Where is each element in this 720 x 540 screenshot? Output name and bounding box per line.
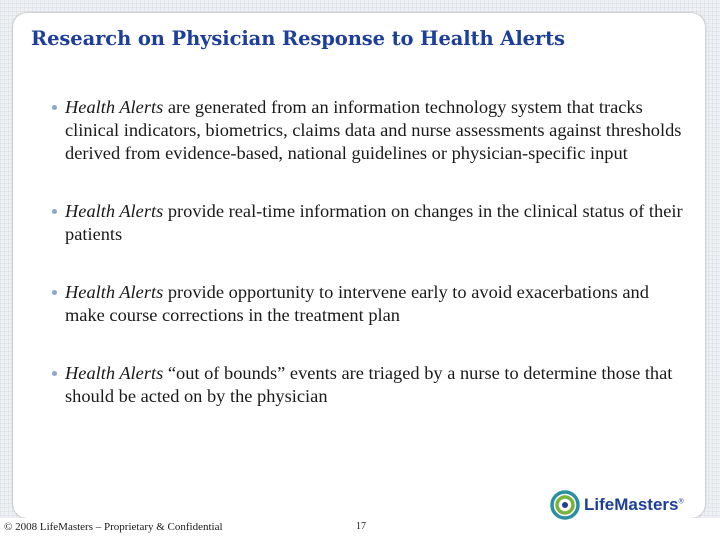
bullet-lead: Health Alerts [65,282,164,302]
bullet-text: provide real-time information on changes in the clinical status of their patients [65,201,683,244]
bullet-dot-icon [52,371,57,376]
bullet-lead: Health Alerts [65,97,164,117]
bullet-list [52,96,692,408]
bullet-lead: Health Alerts [65,201,164,221]
footer-copyright: © 2008 LifeMasters – Proprietary & Confidential [4,521,223,533]
bullet-text: “out of bounds” events are triaged by a nurse to determine those that should be acted on by the physician [65,363,673,406]
logo-mark-icon [548,488,582,522]
page-number: 17 [356,521,366,532]
bullet-item [52,362,692,408]
bullet-dot-icon [52,209,57,214]
bullet-item [52,281,692,327]
bullet-text: are generated from an information technology system that tracks clinical indicators, biometrics, claims data and nurse assessments against thresholds derived from evidence-based, national guidelines or physician-specific input [65,97,682,163]
bullet-text: provide opportunity to intervene early to avoid exacerbations and make course corrections in the treatment plan [65,282,649,325]
logo-wordmark: LifeMasters® [584,495,684,514]
bullet-dot-icon [52,105,57,110]
bullet-dot-icon [52,290,57,295]
company-logo [548,488,718,522]
bullet-lead: Health Alerts [65,363,164,383]
slide-title: Research on Physician Response to Health Alerts [31,27,565,50]
bullet-item [52,96,692,165]
bullet-item [52,200,692,246]
